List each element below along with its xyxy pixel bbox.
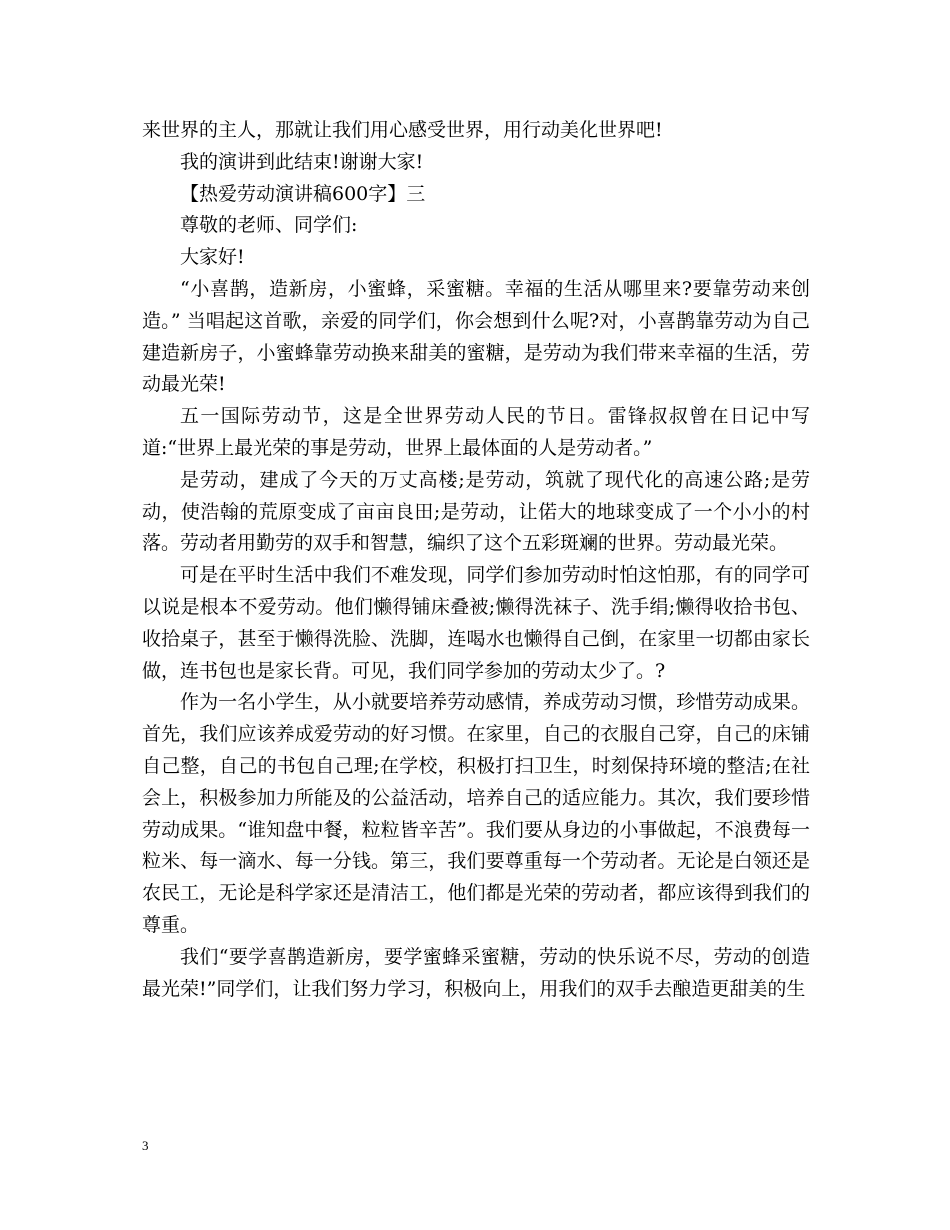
paragraph-labor-builds: 是劳动，建成了今天的万丈高楼;是劳动，筑就了现代化的高速公路;是劳动，使浩翰的荒原变成了亩亩良田;是劳动，让偌大的地球变成了一个小小的村落。劳动者用勤劳的双手和智慧，编织了这个五彩斑斓的世界。劳动最光荣。 bbox=[142, 468, 810, 555]
page-number: 3 bbox=[142, 1138, 149, 1153]
paragraph-salutation: 尊敬的老师、同学们: bbox=[180, 214, 358, 237]
paragraph-pupil-duty: 作为一名小学生，从小就要培养劳动感情，养成劳动习惯，珍惜劳动成果。首先，我们应该养成爱劳动的好习惯。在家里，自己的衣服自己穿，自己的床铺自己整，自己的书包自己理;在学校，积极打扫卫生，时刻保持环境的整洁;在社会上，积极参加力所能及的公益活动，培养自己的适应能力。其次，我们要珍惜劳动成果。“谁知盘中餐，粒粒皆辛苦”。我们要从身边的小事做起，不浪费每一粒米、每一滴水、每一分钱。第三，我们要尊重每一个劳动者。无论是白领还是农民工，无论是科学家还是清洁工，他们都是光荣的劳动者，都应该得到我们的尊重。 bbox=[142, 691, 810, 936]
paragraph-closing: 我的演讲到此结束!谢谢大家! bbox=[180, 150, 424, 173]
paragraph-observation: 可是在平时生活中我们不难发现，同学们参加劳动时怕这怕那，有的同学可以说是根本不爱劳动。他们懒得铺床叠被;懒得洗袜子、洗手绢;懒得收拾书包、收拾桌子，甚至于懒得洗脸、洗脚，连喝水也懒得自己倒，在家里一切都由家长做，连书包也是家长背。可见，我们同学参加的劳动太少了。? bbox=[142, 564, 810, 682]
paragraph-conclusion: 我们“要学喜鹊造新房，要学蜜蜂采蜜糖，劳动的快乐说不尽，劳动的创造最光荣!”同学们，让我们努力学习，积极向上，用我们的双手去酿造更甜美的生 bbox=[142, 945, 810, 1000]
paragraph-song: “小喜鹊，造新房，小蜜蜂，采蜜糖。幸福的生活从哪里来?要靠劳动来创造。” 当唱起这首歌，亲爱的同学们，你会想到什么呢?对，小喜鹊靠劳动为自己建造新房子，小蜜蜂靠劳动换来甜美的蜜糖，是劳动为我们带来幸福的生活，劳动最光荣! bbox=[142, 277, 810, 396]
document-body bbox=[142, 115, 810, 1005]
paragraph-greeting: 大家好! bbox=[180, 246, 245, 269]
paragraph-may-day: 五一国际劳动节，这是全世界劳动人民的节日。雷锋叔叔曾在日记中写道:“世界上最光荣的事是劳动，世界上最体面的人是劳动者。” bbox=[142, 405, 810, 459]
section-heading: 【热爱劳动演讲稿600字】三 bbox=[180, 182, 426, 205]
paragraph-continuation: 来世界的主人，那就让我们用心感受世界，用行动美化世界吧! bbox=[142, 119, 663, 141]
